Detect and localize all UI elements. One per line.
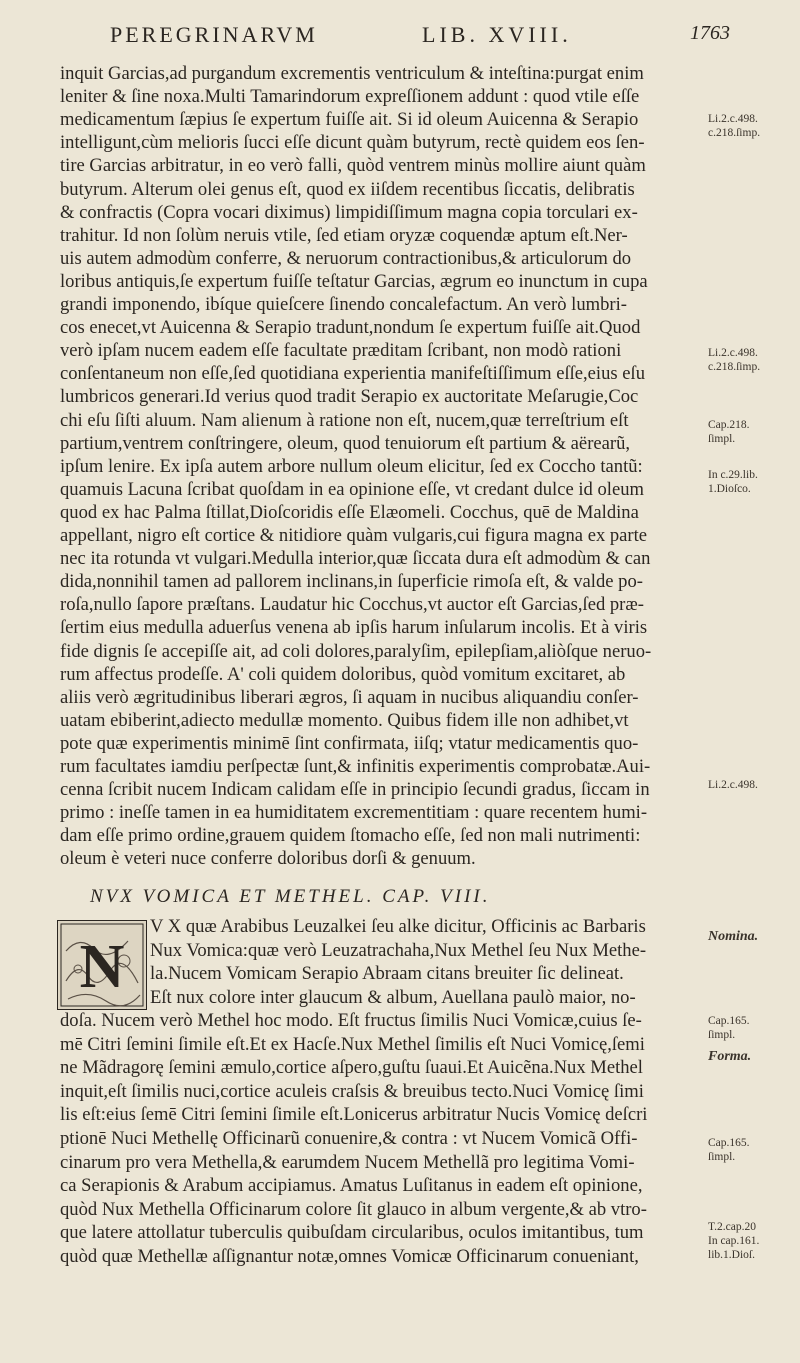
- text-line: leniter & ſine noxa.Multi Tamarindorum expreſſionem addunt : quod vtile eſſe: [60, 86, 640, 108]
- text-line: inquit,eſt ſimilis nuci,cortice aculeis craſsis & breuibus tecto.Nuci Vomicę ſimi: [60, 1080, 644, 1102]
- text-line: roſa,nullo ſapore præſtans. Laudatur hic Cocchus,vt auctor eſt Garcias,ſed præ-: [60, 594, 644, 616]
- text-line: appellant, nigro eſt cortice & nitidiore quàm vulgaris,cui figura magna ex parte: [60, 525, 648, 546]
- decorated-initial: [57, 920, 147, 1010]
- chapter-title: NVX VOMICA ET METHEL. CAP. VIII.: [90, 886, 491, 907]
- margin-note: In c.29.lib.: [708, 469, 758, 481]
- text-line: oleum è veteri nuce conferre doloribus dorſi & genuum.: [60, 848, 476, 870]
- text-line: ptionē Nuci Methellę Officinarũ conuenire,& contra : vt Nucem Vomicã Offi-: [60, 1128, 638, 1149]
- text-line: aliis verò ægritudinibus liberari ægros, ſi aquam in nucibus aliquandiu conſer-: [60, 686, 639, 708]
- text-line: primo : ineſſe tamen in ea humiditatem excrementitiam : quare recentem humi-: [60, 802, 648, 824]
- margin-note: ſimpl.: [708, 1151, 736, 1163]
- text-line: pote quæ experimentis minimē ſint confirmata, iiſq; vtatur medicamentis quo-: [60, 732, 639, 754]
- margin-note: Nomina.: [708, 929, 759, 944]
- text-line: & confractis (Copra vocari diximus) limpidiſſimum magna copia torculari ex-: [60, 201, 638, 223]
- text-line: la.Nucem Vomicam Serapio Abraam citans breuiter ſic delineat.: [150, 963, 624, 984]
- margin-note: Cap.165.: [708, 1015, 750, 1027]
- text-line: tire Garcias arbitratur, in eo verò falli, quòd ventrem minùs mollire aiunt quàm: [60, 155, 646, 177]
- text-line: chi eſu ſiſti aluum. Nam alienum à ratione non eſt, nucem,quæ terreſtrium eſt: [60, 409, 629, 431]
- text-line: dida,nonnihil tamen ad pallorem inclinans,in ſuperficie rimoſa eſt, & valde po-: [60, 571, 643, 593]
- running-header: [110, 22, 730, 52]
- text-line: butyrum. Alterum olei genus eſt, quod ex iiſdem recentibus ſiccatis, delibratis: [60, 178, 635, 200]
- text-line: lumbricos generari.Id verius quod tradit Serapio ex auctoritate Meſarugie,Coc: [60, 386, 639, 408]
- text-line: cos enecet,vt Auicenna & Serapio tradunt,nondum ſe expertum fuiſſe ait.Quod: [60, 317, 641, 339]
- margin-note: ſimpl.: [708, 433, 736, 445]
- text-line: ſertim eius medulla aduerſus venena ab ipſis harum inſularum incolis. Et à viris: [60, 617, 648, 639]
- text-line: dam eſſe primo ordine,grauem quidem ſtomacho eſſe, ſed non mali nutrimenti:: [60, 825, 641, 847]
- text-line: quòd quæ Methellæ aſſignantur notæ,omnes Vomicæ Officinarum conueniant,: [60, 1246, 639, 1267]
- text-line: quòd Nux Methella Officinarum colore ſit glauco in album vergente,& ab vtro-: [60, 1198, 647, 1220]
- margin-note: Li.2.c.498.: [708, 779, 758, 791]
- text-line: quamuis Lacuna ſcribat quoſdam in ea opinione eſſe, vt credant dulce id oleum: [60, 478, 644, 500]
- text-line: inquit Garcias,ad purgandum excrementis ventriculum & inteſtina:purgat enim: [60, 63, 644, 84]
- page-number: 1763: [690, 22, 730, 44]
- initial-ornament-icon: [58, 921, 146, 1009]
- text-line: doſa. Nucem verò Methel hoc modo. Eſt fructus ſimilis Nuci Vomicæ,cuius ſe-: [60, 1010, 642, 1031]
- text-line: trahitur. Id non ſolùm neruis vtile, ſed etiam oryzæ coquendæ aptum eſt.Ner-: [60, 224, 628, 246]
- text-line: uatam ebiberint,adiecto medullæ momento. Quibus fidem ille non adhibet,vt: [60, 709, 629, 731]
- text-line: Eſt nux colore inter glaucum & album, Auellana paulò maior, no-: [150, 986, 636, 1008]
- margin-note: T.2.cap.20: [708, 1221, 757, 1233]
- margin-note: Cap.165.: [708, 1137, 750, 1149]
- margin-note: Li.2.c.498.: [708, 347, 758, 359]
- text-line: ne Mãdragorę ſemini æmulo,cortice aſpero,guſtu ſuaui.Et Auicẽna.Nux Methel: [60, 1057, 643, 1079]
- margin-note: In cap.161.: [708, 1235, 760, 1247]
- text-line: Nux Vomica:quæ verò Leuzatrachaha,Nux Methel ſeu Nux Methe-: [150, 939, 647, 961]
- running-title: PEREGRINARVM: [110, 22, 318, 47]
- text-line: rum facultates iamdiu perſpectæ ſunt,& infinitis experimentis comprobatæ.Aui-: [60, 756, 651, 777]
- text-line: que latere attollatur tuberculis quibuſdam circularibus, oculos imitantibus, tum: [60, 1222, 644, 1244]
- margin-note: 1.Dioſco.: [708, 483, 751, 495]
- text-line: loribus antiquis,ſe expertum fuiſſe teſtatur Garcias, ægrum eo inunctum in cupa: [60, 270, 648, 292]
- text-line: uis autem admodùm conferre, & neruorum contractionibus,& articulorum do: [60, 247, 632, 269]
- margin-note: Forma.: [708, 1049, 752, 1064]
- text-line: rum affectus prodeſſe. A' coli quidem doloribus, quòd vomitum excitaret, ab: [60, 663, 626, 685]
- text-line: cenna ſcribit nucem Indicam calidam eſſe in principio ſecundi gradus, ſiccam in: [60, 779, 650, 801]
- text-line: quod ex hac Palma ſtillat,Dioſcoridis eſſe Elæomeli. Cocchus, quē de Maldina: [60, 501, 639, 523]
- text-line: cinarum pro vera Methella,& earumdem Nucem Methellã pro legitima Vomi-: [60, 1151, 635, 1173]
- text-line: ipſum lenire. Ex ipſa autem arbore nullum oleum elicitur, ſed ex Coccho tantũ:: [60, 455, 643, 477]
- text-line: medicamentum ſæpius ſe expertum fuiſſe ait. Si id oleum Auicenna & Serapio: [60, 109, 639, 131]
- text-line: intelligunt,cùm melioris ſucci eſſe dicunt quàm butyrum, rectè quidem eos ſen-: [60, 132, 645, 154]
- text-line: grandi imponendo, ibíque quieſcere ſinendo concalefactum. An verò lumbri-: [60, 294, 627, 315]
- text-line: conſentaneum non eſſe,ſed quotidiana experientia manifeſtiſſimum eſſe,eius eſu: [60, 363, 645, 385]
- text-line: mē Citri ſemini ſimile eſt.Et ex Hacſe.Nux Methel ſimilis eſt Nuci Vomicę,ſemi: [60, 1033, 645, 1055]
- book-number: LIB. XVIII.: [422, 22, 572, 47]
- margin-note: Li.2.c.498.: [708, 113, 758, 125]
- margin-note: lib.1.Dioſ.: [708, 1249, 755, 1261]
- text-line: fide dignis ſe accepiſſe ait, ad coli dolores,paralyſim, epilepſiam,aliòſque neruo-: [60, 640, 652, 662]
- text-line: ca Serapionis & Arabum accipiamus. Amatus Luſitanus in eadem eſt opinione,: [60, 1175, 643, 1197]
- margin-note: c.218.ſimp.: [708, 127, 761, 139]
- text-line: verò ipſam nucem eadem eſſe facultate præditam ſcribant, non modò rationi: [60, 340, 622, 362]
- margin-note: ſimpl.: [708, 1029, 736, 1041]
- svg-text:N: N: [79, 933, 125, 1001]
- text-line: V X quæ Arabibus Leuzalkei ſeu alke dicitur, Officinis ac Barbaris: [150, 916, 646, 937]
- margin-note: Cap.218.: [708, 419, 750, 431]
- text-line: partium,ventrem conſtringere, oleum, quod tenuiorum eſt partium & aërearũ,: [60, 432, 631, 454]
- text-line: nec ita rotunda vt vulgari.Medulla interior,quæ ſiccata dura eſt admodùm & can: [60, 548, 651, 570]
- text-line: lis eſt:eius ſemē Citri ſemini ſimile eſt.Lonicerus arbitratur Nucis Vomicę deſcri: [60, 1104, 648, 1126]
- margin-note: c.218.ſimp.: [708, 361, 761, 373]
